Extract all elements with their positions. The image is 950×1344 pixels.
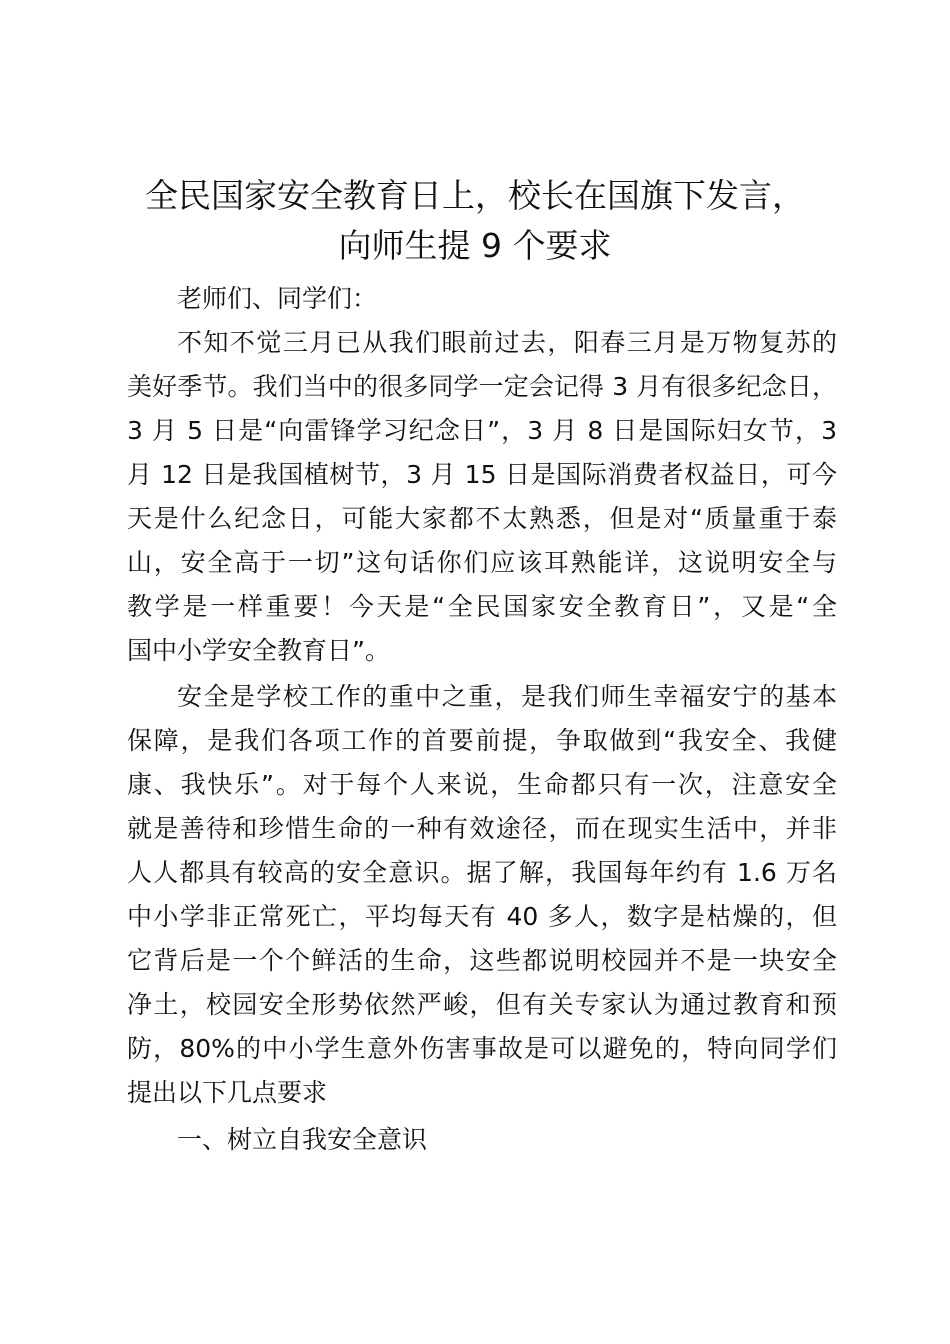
paragraph2-line: 人人都具有较高的安全意识。据了解，我国每年约有 1.6 万名 (127, 858, 837, 887)
paragraph1-line: 天是什么纪念日，可能大家都不太熟悉，但是对“质量重于泰 (127, 504, 837, 533)
paragraph2-line: 提出以下几点要求 (127, 1078, 328, 1107)
paragraph2-line: 安全是学校工作的重中之重，是我们师生幸福安宁的基本 (177, 682, 837, 711)
paragraph1-line: 不知不觉三月已从我们眼前过去，阳春三月是万物复苏的 (177, 328, 837, 357)
paragraph1-line: 教学是一样重要！今天是“全民国家安全教育日”，又是“全 (127, 592, 837, 621)
section-heading: 一、树立自我安全意识 (177, 1125, 428, 1154)
paragraph1-line: 月 12 日是我国植树节，3 月 15 日是国际消费者权益日，可今 (127, 460, 837, 489)
paragraph1-line: 3 月 5 日是“向雷锋学习纪念日”，3 月 8 日是国际妇女节，3 (127, 416, 837, 445)
salutation: 老师们、同学们： (177, 284, 378, 313)
paragraph1-line: 国中小学安全教育日”。 (127, 636, 390, 665)
paragraph2-line: 防，80%的中小学生意外伤害事故是可以避免的，特向同学们 (127, 1034, 837, 1063)
paragraph2-line: 净土，校园安全形势依然严峻，但有关专家认为通过教育和预 (127, 990, 837, 1019)
paragraph1-line: 山，安全高于一切”这句话你们应该耳熟能详，这说明安全与 (127, 548, 837, 577)
paragraph2-line: 康、我快乐”。对于每个人来说，生命都只有一次，注意安全 (127, 770, 837, 799)
paragraph2-line: 就是善待和珍惜生命的一种有效途径，而在现实生活中，并非 (127, 814, 837, 843)
paragraph2-line: 中小学非正常死亡，平均每天有 40 多人，数字是枯燥的，但 (127, 902, 837, 931)
document-title-line-2: 向师生提 9 个要求 (338, 226, 612, 265)
paragraph2-line: 它背后是一个个鲜活的生命，这些都说明校园并不是一块安全 (127, 946, 837, 975)
paragraph1-line: 美好季节。我们当中的很多同学一定会记得 3 月有很多纪念日， (127, 372, 837, 401)
document-title-line-1: 全民国家安全教育日上，校长在国旗下发言， (145, 176, 805, 215)
paragraph2-line: 保障，是我们各项工作的首要前提，争取做到“我安全、我健 (127, 726, 837, 755)
